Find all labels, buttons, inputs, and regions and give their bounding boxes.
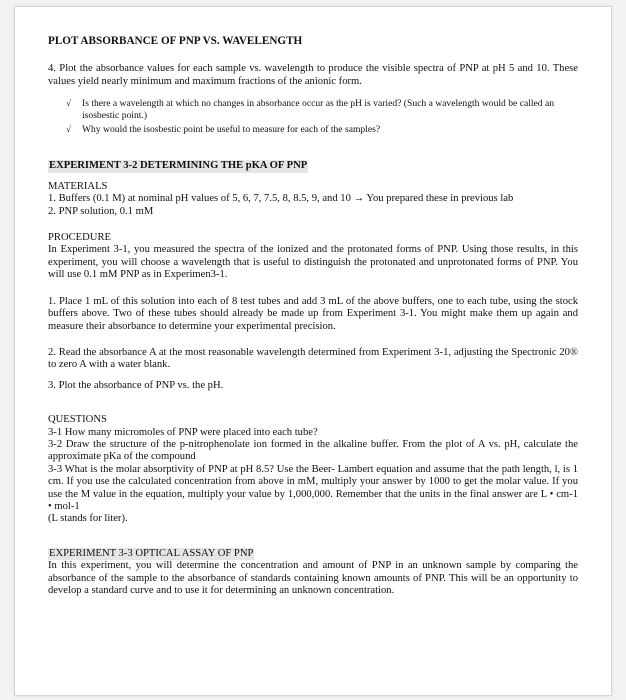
materials-item: 2. PNP solution, 0.1 mM bbox=[48, 205, 154, 217]
exp33-intro: In this experiment, you will determine the concentration and amount of PNP in an unknown sample by comparing the absorbance of the sample to the absorbance of standards containing known amounts of PNP. This will be an opportunity to develop a standard curve and to use it for determining an unknown concentration. bbox=[48, 560, 578, 596]
bullet-text: Why would the isosbestic point be useful to measure for each of the samples? bbox=[82, 124, 381, 136]
exp32-title: EXPERIMENT 3-2 DETERMINING THE pKA OF PNP bbox=[49, 160, 308, 172]
bullet-item bbox=[48, 124, 578, 135]
question-3-3: 3-3 What is the molar absorptivity of PNP at pH 8.5? Use the Beer- Lambert equation and assume that the path length, l, is 1 cm. If you use the calculated concentration from above in mM, multiply your answer by 1000 to get the molar value. If you use the M value in the equation, multiply your value by 1,000,000. Remember that the units in the final answer are L • cm-1 • mol-1 bbox=[48, 463, 578, 512]
check-mark-icon: √ bbox=[66, 124, 71, 135]
bullet-text: Is there a wavelength at which no changes in absorbance occur as the pH is varied? (Such a wavelength would be called an isosbestic point.) bbox=[82, 98, 555, 121]
questions-heading: QUESTIONS bbox=[48, 414, 107, 426]
check-mark-icon: √ bbox=[66, 98, 71, 109]
procedure-heading: PROCEDURE bbox=[48, 232, 111, 244]
bullet-item bbox=[48, 98, 578, 121]
question-3-2: 3-2 Draw the structure of the p-nitrophenolate ion formed in the alkaline buffer. From the plot of A vs. pH, calculate the approximate pKa of the compound bbox=[48, 438, 578, 463]
procedure-step-1: 1. Place 1 mL of this solution into each of 8 test tubes and add 3 mL of the above buffers, one to each tube, using the stock buffers above. Two of these tubes should already be made up from Experiment 3-1. You might make them up again and measure their absorbance to determine your experimental precision. bbox=[48, 295, 578, 332]
procedure-intro: In Experiment 3-1, you measured the spectra of the ionized and the protonated forms of PNP. Using those results, in this experiment, you will choose a wavelength that is useful to distinguish the protonated and unprotonated forms of PNP. You will use 0.1 mM PNP as in Experimen3-1. bbox=[48, 244, 578, 281]
question-3-1: 3-1 How many micromoles of PNP were placed into each tube? bbox=[48, 426, 318, 438]
exp32-heading-wrap bbox=[48, 160, 578, 172]
section-title-plot: PLOT ABSORBANCE OF PNP VS. WAVELENGTH bbox=[48, 35, 303, 47]
exp33-heading-wrap bbox=[48, 548, 578, 560]
step-4-text: 4. Plot the absorbance values for each sample vs. wavelength to produce the visible spectra of PNP at pH 5 and 10. These values yield nearly minimum and maximum fractions of the anionic form. bbox=[48, 63, 578, 87]
materials-heading: MATERIALS bbox=[48, 180, 108, 192]
materials-item: 1. Buffers (0.1 M) at nominal pH values of 5, 6, 7, 7.5, 8, 8.5, 9, and 10 → You prepared these in previous lab bbox=[48, 193, 514, 205]
procedure-step-3: 3. Plot the absorbance of PNP vs. the pH. bbox=[48, 379, 224, 391]
procedure-step-2: 2. Read the absorbance A at the most reasonable wavelength determined from Experiment 3-1, adjusting the Spectronic 20® to zero A with a water blank. bbox=[48, 346, 578, 371]
exp33-title: EXPERIMENT 3-3 OPTICAL ASSAY OF PNP bbox=[49, 547, 254, 559]
document-page bbox=[14, 6, 612, 696]
question-bullets bbox=[48, 98, 578, 135]
question-3-3-note: (L stands for liter). bbox=[48, 513, 128, 525]
